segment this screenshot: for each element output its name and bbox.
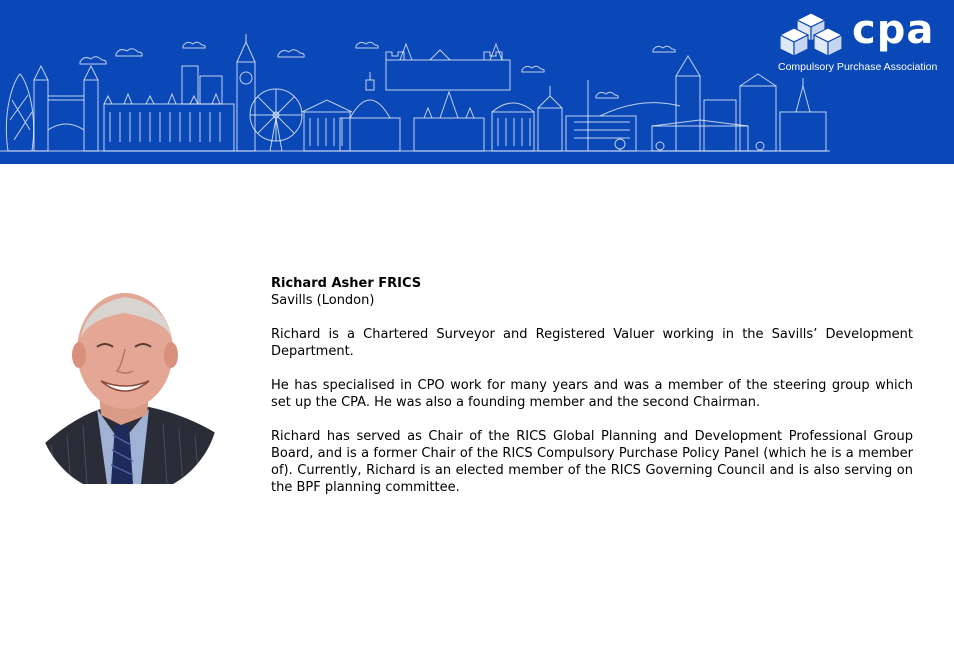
profile-photo	[37, 275, 219, 484]
logo-subtitle: Compulsory Purchase Association	[778, 61, 938, 73]
cpa-logo[interactable]	[778, 7, 948, 76]
logo-wordmark: cpa	[852, 7, 935, 53]
header-banner	[0, 0, 954, 164]
bio-paragraph: Richard is a Chartered Surveyor and Registered Valuer working in the Savills’ Development Department.	[271, 327, 913, 359]
bio-paragraph: Richard has served as Chair of the RICS Global Planning and Development Professional Group Board, and is a former Chair of the RICS Compulsory Purchase Policy Panel (which he is a member of). Currently, Richard is an elected member of the RICS Governing Council and is also serving on the BPF planning committee.	[271, 429, 913, 495]
person-name: Richard Asher FRICS	[271, 276, 422, 291]
bio-paragraph: He has specialised in CPO work for many years and was a member of the steering group which set up the CPA. He was also a founding member and the second Chairman.	[271, 378, 913, 410]
cpa-cubes-icon	[778, 12, 844, 58]
profile-bio	[271, 275, 913, 496]
person-organisation: Savills (London)	[271, 293, 375, 308]
